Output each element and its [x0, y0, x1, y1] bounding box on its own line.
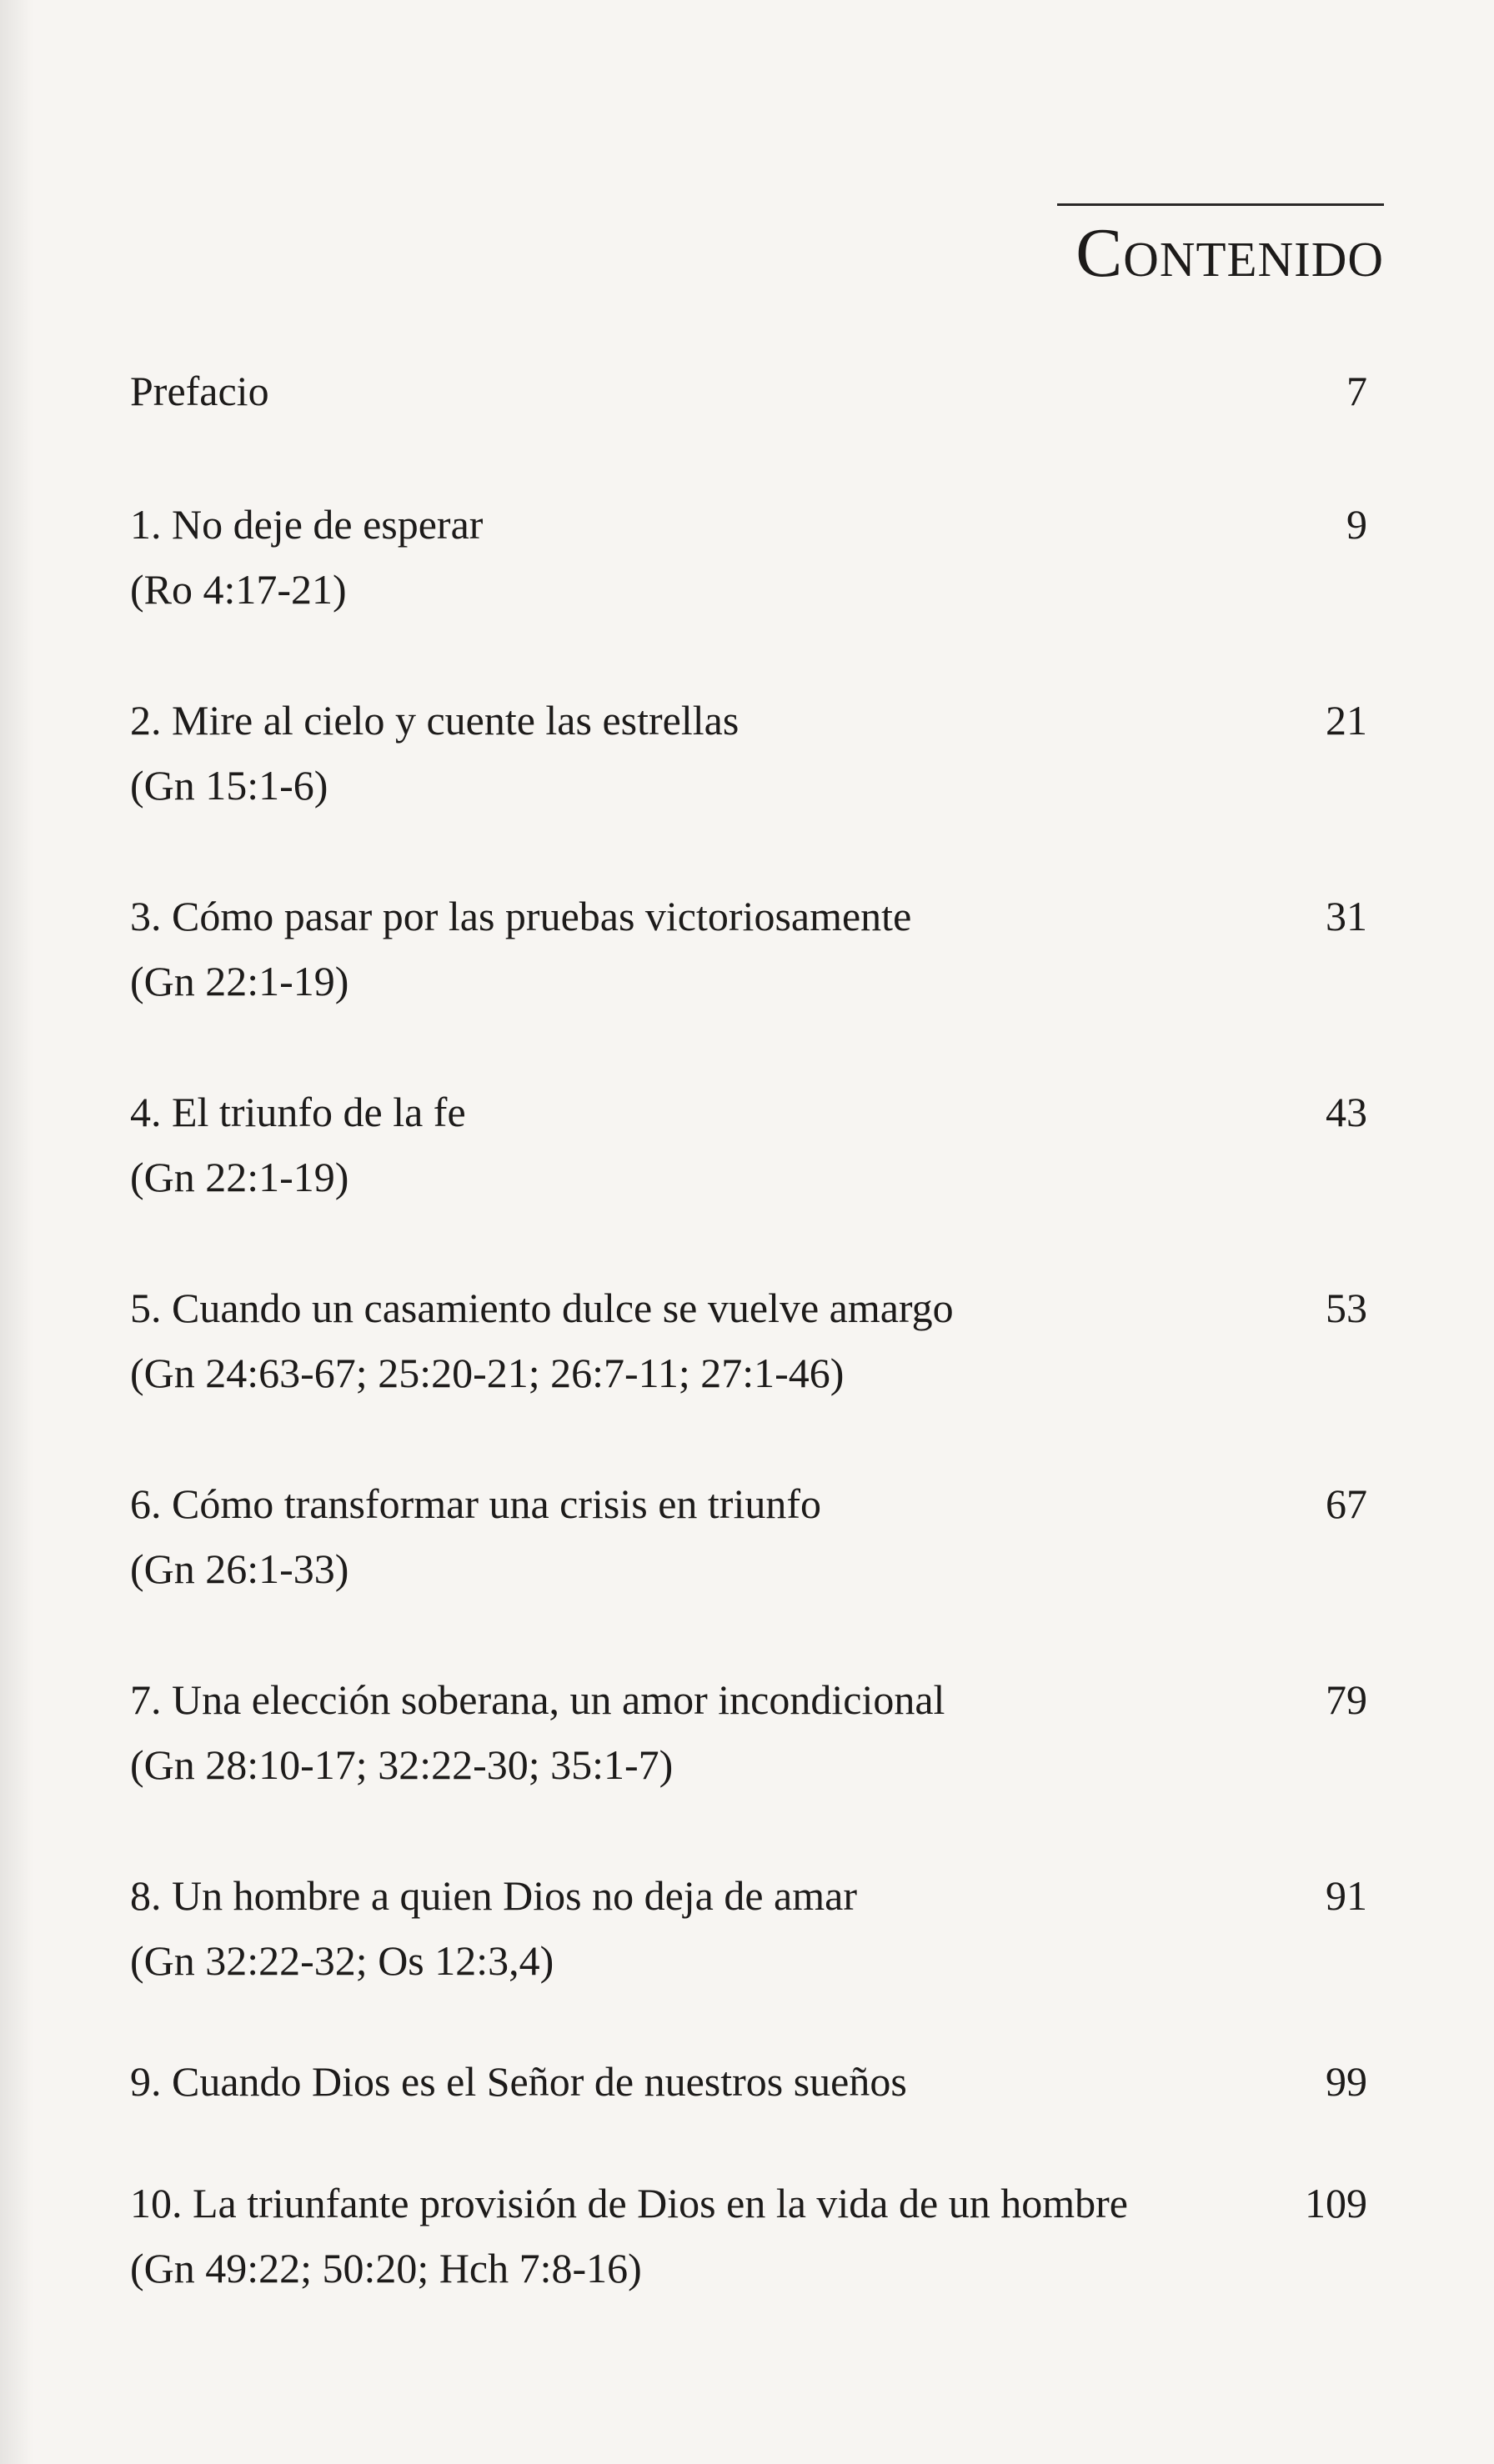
toc-entry-title: 4. El triunfo de la fe: [130, 1089, 466, 1135]
toc-entry-page: 109: [1305, 2180, 1367, 2226]
toc-entry-9: [130, 2049, 1367, 2114]
toc-entry-reference: (Gn 24:63-67; 25:20-21; 26:7-11; 27:1-46): [130, 1350, 845, 1396]
toc-entry-prefacio: [130, 358, 1367, 423]
toc-entry-reference: (Gn 28:10-17; 32:22-30; 35:1-7): [130, 1741, 674, 1788]
toc-entry-page: 9: [1346, 501, 1367, 548]
toc-entry-1: [130, 492, 1367, 622]
toc-entry-8: [130, 1863, 1367, 1993]
toc-entry-reference: (Gn 22:1-19): [130, 958, 349, 1004]
toc-entry-page: 79: [1326, 1676, 1367, 1723]
toc-entry-title: 6. Cómo transformar una crisis en triunfo: [130, 1480, 821, 1527]
page-title: Contenido: [1075, 214, 1384, 292]
toc-entry-page: 53: [1326, 1285, 1367, 1331]
toc-entry-5: [130, 1275, 1367, 1405]
toc-entry-title: 8. Un hombre a quien Dios no deja de amar: [130, 1872, 857, 1919]
toc-entry-2: [130, 688, 1367, 818]
toc-entry-title: 7. Una elección soberana, un amor incondicional: [130, 1676, 945, 1723]
toc-entry-reference: (Gn 32:22-32; Os 12:3,4): [130, 1937, 554, 1984]
title-rule: [1057, 203, 1384, 206]
toc-entry-page: 99: [1326, 2058, 1367, 2105]
toc-entry-3: [130, 884, 1367, 1014]
toc-entry-reference: (Gn 49:22; 50:20; Hch 7:8-16): [130, 2245, 642, 2291]
toc-entry-title: 3. Cómo pasar por las pruebas victoriosamente: [130, 893, 912, 939]
toc-entry-title: 9. Cuando Dios es el Señor de nuestros sueños: [130, 2058, 907, 2105]
page-edge-shadow: [0, 0, 33, 2464]
toc-entry-title: 5. Cuando un casamiento dulce se vuelve amargo: [130, 1285, 954, 1331]
toc-entry-page: 31: [1326, 893, 1367, 939]
toc-entry-title: 2. Mire al cielo y cuente las estrellas: [130, 697, 739, 744]
toc-entry-reference: (Ro 4:17-21): [130, 566, 347, 613]
toc-entry-reference: (Gn 26:1-33): [130, 1545, 349, 1592]
toc-entry-page: 43: [1326, 1089, 1367, 1135]
toc-entry-4: [130, 1079, 1367, 1209]
toc-entry-page: 21: [1326, 697, 1367, 744]
toc-entry-page: 67: [1326, 1480, 1367, 1527]
toc-entry-reference: (Gn 15:1-6): [130, 762, 328, 809]
toc-entry-10: [130, 2171, 1367, 2301]
toc-entry-6: [130, 1471, 1367, 1601]
toc-entry-title: 1. No deje de esperar: [130, 501, 484, 548]
toc-entry-page: 7: [1346, 368, 1367, 414]
toc-entry-title: Prefacio: [130, 368, 269, 414]
toc-entry-7: [130, 1667, 1367, 1797]
toc-entry-page: 91: [1326, 1872, 1367, 1919]
toc-entry-reference: (Gn 22:1-19): [130, 1154, 349, 1200]
toc-entry-title: 10. La triunfante provisión de Dios en la vida de un hombre: [130, 2180, 1128, 2226]
